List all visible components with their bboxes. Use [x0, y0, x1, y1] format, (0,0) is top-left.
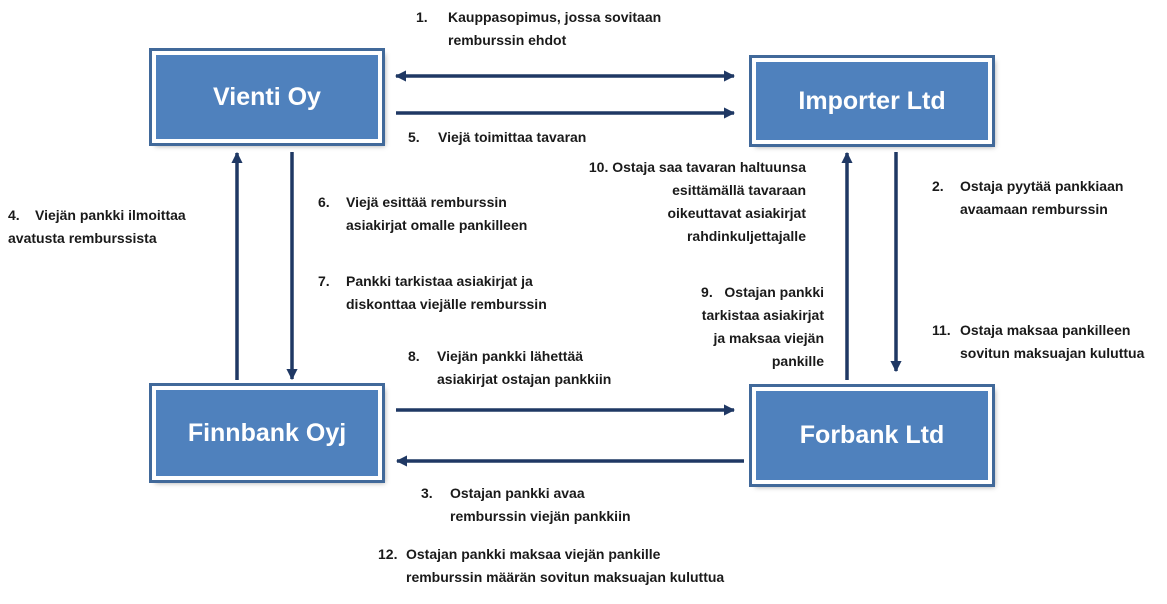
step-7-label [318, 270, 547, 316]
step-text: avatusta remburssista [8, 230, 157, 246]
step-number: 12. [378, 546, 398, 562]
step-number: 7. [318, 273, 330, 289]
step-text: remburssin määrän sovitun maksuajan kuluttua [406, 569, 725, 585]
step-5-label [408, 126, 586, 149]
importer-box [752, 58, 992, 144]
step-text: Viejä toimittaa tavaran [438, 129, 587, 145]
step-4-label [8, 204, 186, 250]
step-9-label [701, 281, 824, 373]
step-number: 6. [318, 194, 330, 210]
step-text: Pankki tarkistaa asiakirjat ja [346, 273, 533, 289]
step-text: ja maksaa viejän [713, 330, 824, 346]
step-10-label [589, 156, 806, 248]
step-8-label [408, 345, 611, 391]
step-text: Viejä esittää remburssin [346, 194, 507, 210]
importer-label: Importer Ltd [798, 86, 946, 115]
step-text: Ostaja pyytää pankkiaan [960, 178, 1124, 194]
step-text: remburssin ehdot [448, 32, 567, 48]
step-text: Ostaja maksaa pankilleen [960, 322, 1131, 338]
step-text: oikeuttavat asiakirjat [667, 205, 806, 221]
step-text: Ostajan pankki maksaa viejän pankille [406, 546, 661, 562]
step-text: remburssin viejän pankkiin [450, 508, 631, 524]
step-text: tarkistaa asiakirjat [701, 307, 824, 323]
step-2-label [932, 175, 1123, 221]
step-number: 8. [408, 348, 420, 364]
step-number: 1. [416, 9, 428, 25]
step-number: 9. [701, 284, 713, 300]
exporter-bank-box [152, 386, 382, 480]
step-text: Viejän pankki ilmoittaa [35, 207, 186, 223]
step-number: 10. [588, 159, 609, 175]
exporter-bank-label: Finnbank Oyj [187, 418, 347, 447]
step-text: Kauppasopimus, jossa sovitaan [448, 9, 662, 25]
step-text: diskonttaa viejälle remburssin [346, 296, 547, 312]
step-text: esittämällä tavaraan [672, 182, 806, 198]
step-1-label [416, 6, 661, 52]
step-text: pankille [771, 353, 824, 369]
step-6-label [318, 191, 527, 237]
step-text: Ostajan pankki [724, 284, 824, 300]
step-number: 2. [932, 178, 944, 194]
step-number: 5. [408, 129, 420, 145]
step-text: asiakirjat ostajan pankkiin [437, 371, 612, 387]
step-number: 4. [8, 207, 20, 223]
step-text: asiakirjat omalle pankilleen [346, 217, 528, 233]
importer-bank-box [752, 387, 992, 484]
step-12-label [378, 543, 724, 589]
importer-bank-label: Forbank Ltd [799, 421, 945, 449]
step-number: 11. [932, 322, 951, 338]
exporter-box [152, 51, 382, 143]
step-text: Ostajan pankki avaa [450, 485, 585, 501]
step-11-label [932, 319, 1144, 365]
step-number: 3. [421, 485, 433, 501]
step-text: avaamaan remburssin [960, 201, 1108, 217]
step-text: Ostaja saa tavaran haltuunsa [612, 159, 806, 175]
step-text: Viejän pankki lähettää [437, 348, 584, 364]
exporter-label: Vienti Oy [213, 82, 321, 111]
step-text: rahdinkuljettajalle [686, 228, 806, 244]
step-3-label [421, 482, 631, 528]
step-text: sovitun maksuajan kuluttua [960, 345, 1145, 361]
